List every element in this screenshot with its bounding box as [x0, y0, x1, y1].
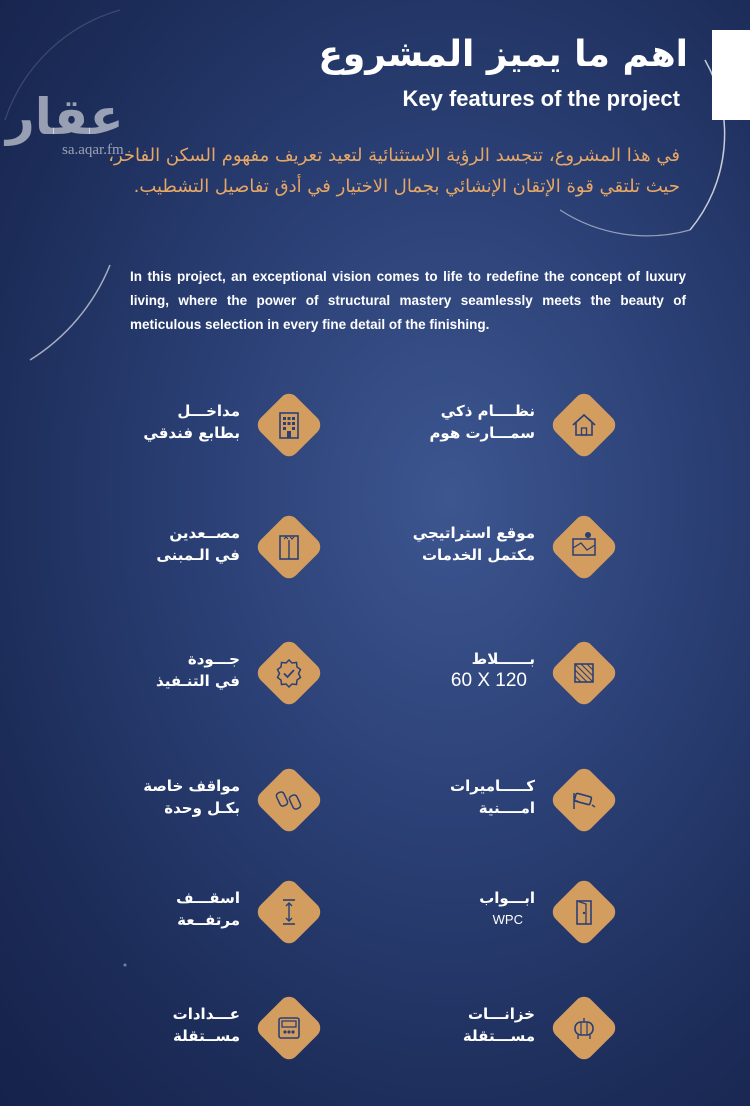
feature-hotel-entrances: [60, 390, 320, 460]
feature-label-line1: عـــدادات: [172, 1005, 240, 1023]
quality-badge-icon: [272, 656, 306, 690]
map-location-icon: [567, 530, 601, 564]
building-icon: [272, 408, 306, 442]
meter-icon: [272, 1011, 306, 1045]
feature-label: [365, 400, 535, 444]
feature-label: [70, 775, 240, 819]
feature-label-line2: مســـتقلة: [462, 1027, 535, 1045]
feature-label: [70, 648, 240, 692]
feature-security-cameras: [355, 765, 615, 835]
feature-label-line1: نظــــام ذكي: [440, 402, 535, 420]
tile-size-text: 60 X 120: [450, 670, 527, 691]
elevator-icon: [272, 530, 306, 564]
feature-label: [70, 1003, 240, 1047]
feature-high-ceilings: [60, 877, 320, 947]
feature-label-line2: مســتقلة: [173, 1027, 240, 1045]
smart-home-icon: [567, 408, 601, 442]
parking-cars-icon: [272, 783, 306, 817]
intro-paragraph-arabic: في هذا المشروع، تتجسد الرؤية الاستثنائية لتعيد تعريف مفهوم السكن الفاخر، حيث تلتقي قوة الإتقان الإنشائي بجمال الاختيار في أدق تفاصيل التشطيب.: [108, 145, 680, 197]
feature-label-line2: مرتفــعة: [177, 911, 240, 929]
feature-label-line1: مصــعدين: [169, 524, 240, 542]
feature-water-tanks: [355, 993, 615, 1063]
feature-label: [70, 887, 240, 931]
feature-tiles: [355, 638, 615, 708]
watermark-url: sa.aqar.fm: [62, 142, 124, 158]
feature-quality: [60, 638, 320, 708]
ceiling-height-icon: [272, 895, 306, 929]
page-title-arabic: اهم ما يميز المشروع: [318, 34, 688, 75]
feature-private-parking: [60, 765, 320, 835]
feature-label-line1: ابـــواب: [479, 889, 535, 907]
feature-label-line1: اسقـــف: [176, 889, 240, 907]
feature-label-line2: سمـــارت هوم: [429, 424, 535, 442]
title-accent-block: [712, 30, 750, 120]
feature-label-line1: موقع استراتيجي: [412, 524, 535, 542]
feature-separate-meters: [60, 993, 320, 1063]
feature-label-line2: امــــنية: [478, 799, 535, 817]
feature-label-line1: كـــــاميرات: [450, 777, 535, 795]
feature-label-line2: في التنـفيذ: [156, 672, 240, 690]
feature-label: [365, 522, 535, 566]
watermark-logo-text: عقار: [6, 88, 124, 146]
feature-elevators: [60, 512, 320, 582]
tiles-icon: [567, 656, 601, 690]
feature-label: [365, 1003, 535, 1047]
feature-smart-home: [355, 390, 615, 460]
feature-label-line2: بكـل وحدة: [164, 799, 240, 817]
feature-label: [365, 887, 535, 931]
door-material-text: WPC: [492, 912, 523, 927]
intro-paragraph-english: In this project, an exceptional vision comes to life to redefine the concept of luxury living, where the power of structural mastery seamlessly meets the beauty of meticulous selection in every fine detail of the finishing.: [130, 269, 686, 332]
feature-label: [365, 775, 535, 819]
door-icon: [567, 895, 601, 929]
feature-label-line2: مكتمل الخدمات: [421, 546, 535, 564]
feature-strategic-location: [355, 512, 615, 582]
feature-label: [70, 522, 240, 566]
security-camera-icon: [567, 783, 601, 817]
feature-label-line1: جـــودة: [187, 650, 240, 668]
feature-label: [365, 648, 535, 692]
feature-label-line1: خزانـــات: [467, 1005, 535, 1023]
feature-label-line2: بطابع فندقي: [143, 424, 240, 442]
feature-label-line2: في الـمبنى: [156, 546, 240, 564]
page-title-english: Key features of the project: [402, 86, 680, 111]
feature-label-line1: بــــــلاط: [471, 650, 535, 668]
water-tank-icon: [567, 1011, 601, 1045]
feature-label: [70, 400, 240, 444]
feature-label-line1: مداخـــل: [177, 402, 240, 420]
feature-label-line1: مواقف خاصة: [143, 777, 240, 795]
feature-doors: [355, 877, 615, 947]
